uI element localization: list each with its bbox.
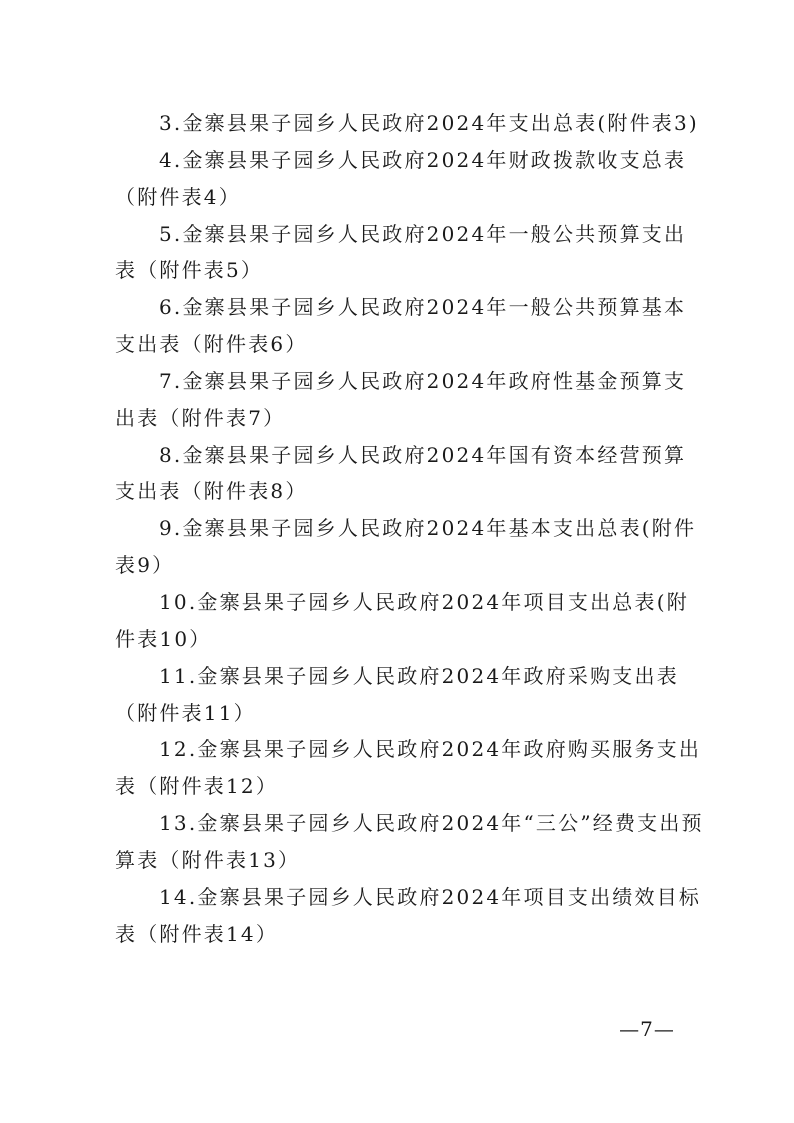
attachment-item-12 [115, 731, 702, 805]
attachment-item-5-line-2: 表（附件表5） [115, 258, 264, 283]
attachment-item-10-line-1: 10.金寨县果子园乡人民政府2024年项目支出总表(附 [159, 589, 689, 614]
attachment-item-14-line-2: 表（附件表14） [115, 921, 279, 946]
page-number: —7— [619, 1017, 675, 1041]
attachment-item-9 [115, 510, 697, 584]
attachment-item-11-line-1: 11.金寨县果子园乡人民政府2024年政府采购支出表 [159, 663, 679, 688]
attachment-item-4-line-1: 4.金寨县果子园乡人民政府2024年财政拨款收支总表 [159, 147, 687, 172]
attachment-item-14 [115, 879, 702, 953]
attachment-item-12-line-2: 表（附件表12） [115, 774, 279, 799]
attachment-item-9-line-2: 表9） [115, 553, 175, 578]
attachment-item-6-line-2: 支出表（附件表6） [115, 332, 308, 357]
attachment-item-7-line-1: 7.金寨县果子园乡人民政府2024年政府性基金预算支 [159, 368, 687, 393]
attachment-item-6-line-1: 6.金寨县果子园乡人民政府2024年一般公共预算基本 [159, 295, 687, 320]
attachment-item-10-line-2: 件表10） [115, 626, 212, 651]
attachment-item-8-line-1: 8.金寨县果子园乡人民政府2024年国有资本经营预算 [159, 442, 687, 467]
attachment-item-3-line-1: 3.金寨县果子园乡人民政府2024年支出总表(附件表3) [159, 111, 699, 135]
attachment-item-7 [115, 363, 687, 437]
attachment-item-13 [115, 805, 704, 879]
attachment-item-6 [115, 289, 687, 363]
attachment-item-4-line-2: （附件表4） [115, 184, 241, 209]
attachment-item-11 [115, 658, 679, 732]
attachment-item-5 [115, 216, 687, 290]
attachment-item-3 [115, 105, 699, 142]
attachment-item-12-line-1: 12.金寨县果子园乡人民政府2024年政府购买服务支出 [159, 737, 702, 762]
attachment-item-14-line-1: 14.金寨县果子园乡人民政府2024年项目支出绩效目标 [159, 884, 702, 909]
attachment-item-4 [115, 142, 687, 216]
attachment-item-13-line-1: 13.金寨县果子园乡人民政府2024年“三公”经费支出预 [159, 811, 704, 836]
attachment-item-11-line-2: （附件表11） [115, 700, 256, 725]
attachment-item-8 [115, 437, 687, 511]
attachment-item-10 [115, 584, 689, 658]
attachment-item-8-line-2: 支出表（附件表8） [115, 479, 308, 504]
attachment-item-5-line-1: 5.金寨县果子园乡人民政府2024年一般公共预算支出 [159, 221, 687, 246]
attachment-item-13-line-2: 算表（附件表13） [115, 847, 301, 872]
attachment-item-7-line-2: 出表（附件表7） [115, 405, 286, 430]
attachment-item-9-line-1: 9.金寨县果子园乡人民政府2024年基本支出总表(附件 [159, 516, 697, 541]
attachment-list [115, 105, 704, 952]
